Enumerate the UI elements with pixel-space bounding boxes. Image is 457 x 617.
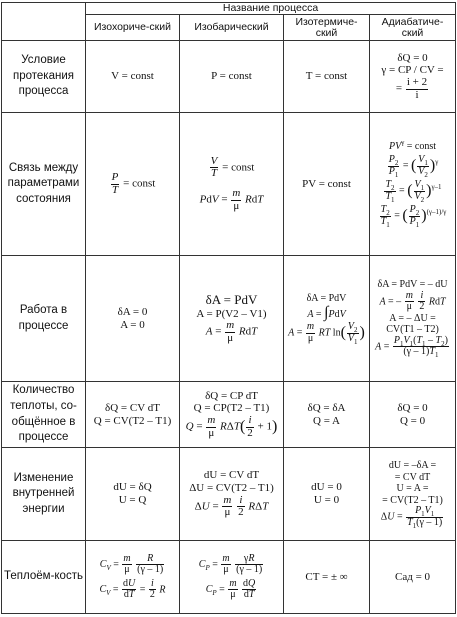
params-adiabatic: $PV^\gamma$ = const $\frac{P_2}{P_1}$ = ( $\frac{V_1}{V_2}$ )$^\gamma$ $\frac{T_2}{T_1}$ = ( $\frac{V_1}{V_2}$ )$^{\gamma-1}$ $\frac{T_2}{T_1}$ = ( $\frac{P_2}{P_1}$ )$^{(\gamma-1)/\gamma}$	[370, 113, 456, 256]
work-adiabatic: δA = PdV = – dU A = – $\frac{m}{\mu}$ $\frac{i}{2}$ RdT A = – ΔU = CV(T1 – T2) A = $\frac{P_1V_1(T_1 - T_2)}{(\gamma - 1)T_1}$	[370, 256, 456, 382]
row-energy: Изменение внутренней энергии	[2, 448, 86, 541]
header-title: Название процесса	[86, 3, 456, 15]
params-isobaric: $\frac{V}{T}$ = const PdV = $\frac{m}{\mu}$ RdT	[180, 113, 284, 256]
cond-isobaric: P = const	[211, 70, 252, 83]
heat-isobaric: δQ = CP dT Q = CP(T2 – T1) Q = $\frac{m}{\mu}$ RΔT( $\frac{i}{2}$ + 1)	[180, 382, 284, 448]
cond-adiabatic: δQ = 0 γ = CP / CV = = $\frac{i + 2}{i}$	[370, 41, 456, 113]
col-adiabatic: Адиабатиче-ский	[370, 15, 456, 41]
col-isochoric: Изохориче-ский	[86, 15, 180, 41]
cond-isochoric: V = const	[111, 70, 154, 83]
capacity-isobaric: $C_P$ = $\frac{m}{\mu}$ $\frac{\gamma R}{(\gamma - 1)}$ $C_P$ = $\frac{m}{\mu}$ $\frac{dQ}{dT}$	[180, 541, 284, 614]
capacity-isothermal: CT = ± ∞	[305, 570, 348, 583]
params-isochoric: $\frac{P}{T}$ = const	[86, 113, 180, 256]
heat-isochoric: δQ = CV dT Q = CV(T2 – T1)	[86, 382, 180, 448]
energy-isobaric: dU = CV dT ΔU = CV(T2 – T1) ΔU = $\frac{m}{\mu}$ $\frac{i}{2}$ RΔT	[180, 448, 284, 541]
energy-adiabatic: dU = –δA = = CV dT U = A = = CV(T2 – T1) ΔU = $\frac{P_1V_1}{T_1(\gamma - 1)}$	[370, 448, 456, 541]
heat-isothermal: δQ = δA Q = A	[284, 382, 370, 448]
energy-isochoric: dU = δQ U = Q	[86, 448, 180, 541]
row-capacity: Теплоём-кость	[2, 541, 86, 614]
work-isochoric: δA = 0 A = 0	[86, 256, 180, 382]
row-heat: Количество теплоты, со-общённое в процессе	[2, 382, 86, 448]
row-condition: Условие протекания процесса	[2, 41, 86, 113]
row-work: Работа в процессе	[2, 256, 86, 382]
col-isobaric: Изобарический	[180, 15, 284, 41]
capacity-isochoric: $C_V$ = $\frac{m}{\mu}$ $\frac{R}{(\gamma - 1)}$ $C_V$ = $\frac{dU}{dT}$ = $\frac{i}{2}$ R	[86, 541, 180, 614]
cond-isothermal: T = const	[305, 70, 348, 83]
work-isobaric: δA = PdV A = P(V2 – V1) A = $\frac{m}{\mu}$ RdT	[180, 256, 284, 382]
energy-isothermal: dU = 0 U = 0	[284, 448, 370, 541]
process-table	[1, 2, 456, 614]
heat-adiabatic: δQ = 0 Q = 0	[370, 382, 456, 448]
corner-cell	[2, 3, 86, 41]
params-isothermal: PV = const	[302, 177, 351, 190]
work-isothermal: δA = PdV A = ∫PdV A = $\frac{m}{\mu}$ RT ln( $\frac{V_2}{V_1}$ )	[284, 256, 370, 382]
row-params: Связь между параметрами состояния	[2, 113, 86, 256]
capacity-adiabatic: Cад = 0	[395, 570, 431, 583]
col-isothermal: Изотермиче-ский	[284, 15, 370, 41]
